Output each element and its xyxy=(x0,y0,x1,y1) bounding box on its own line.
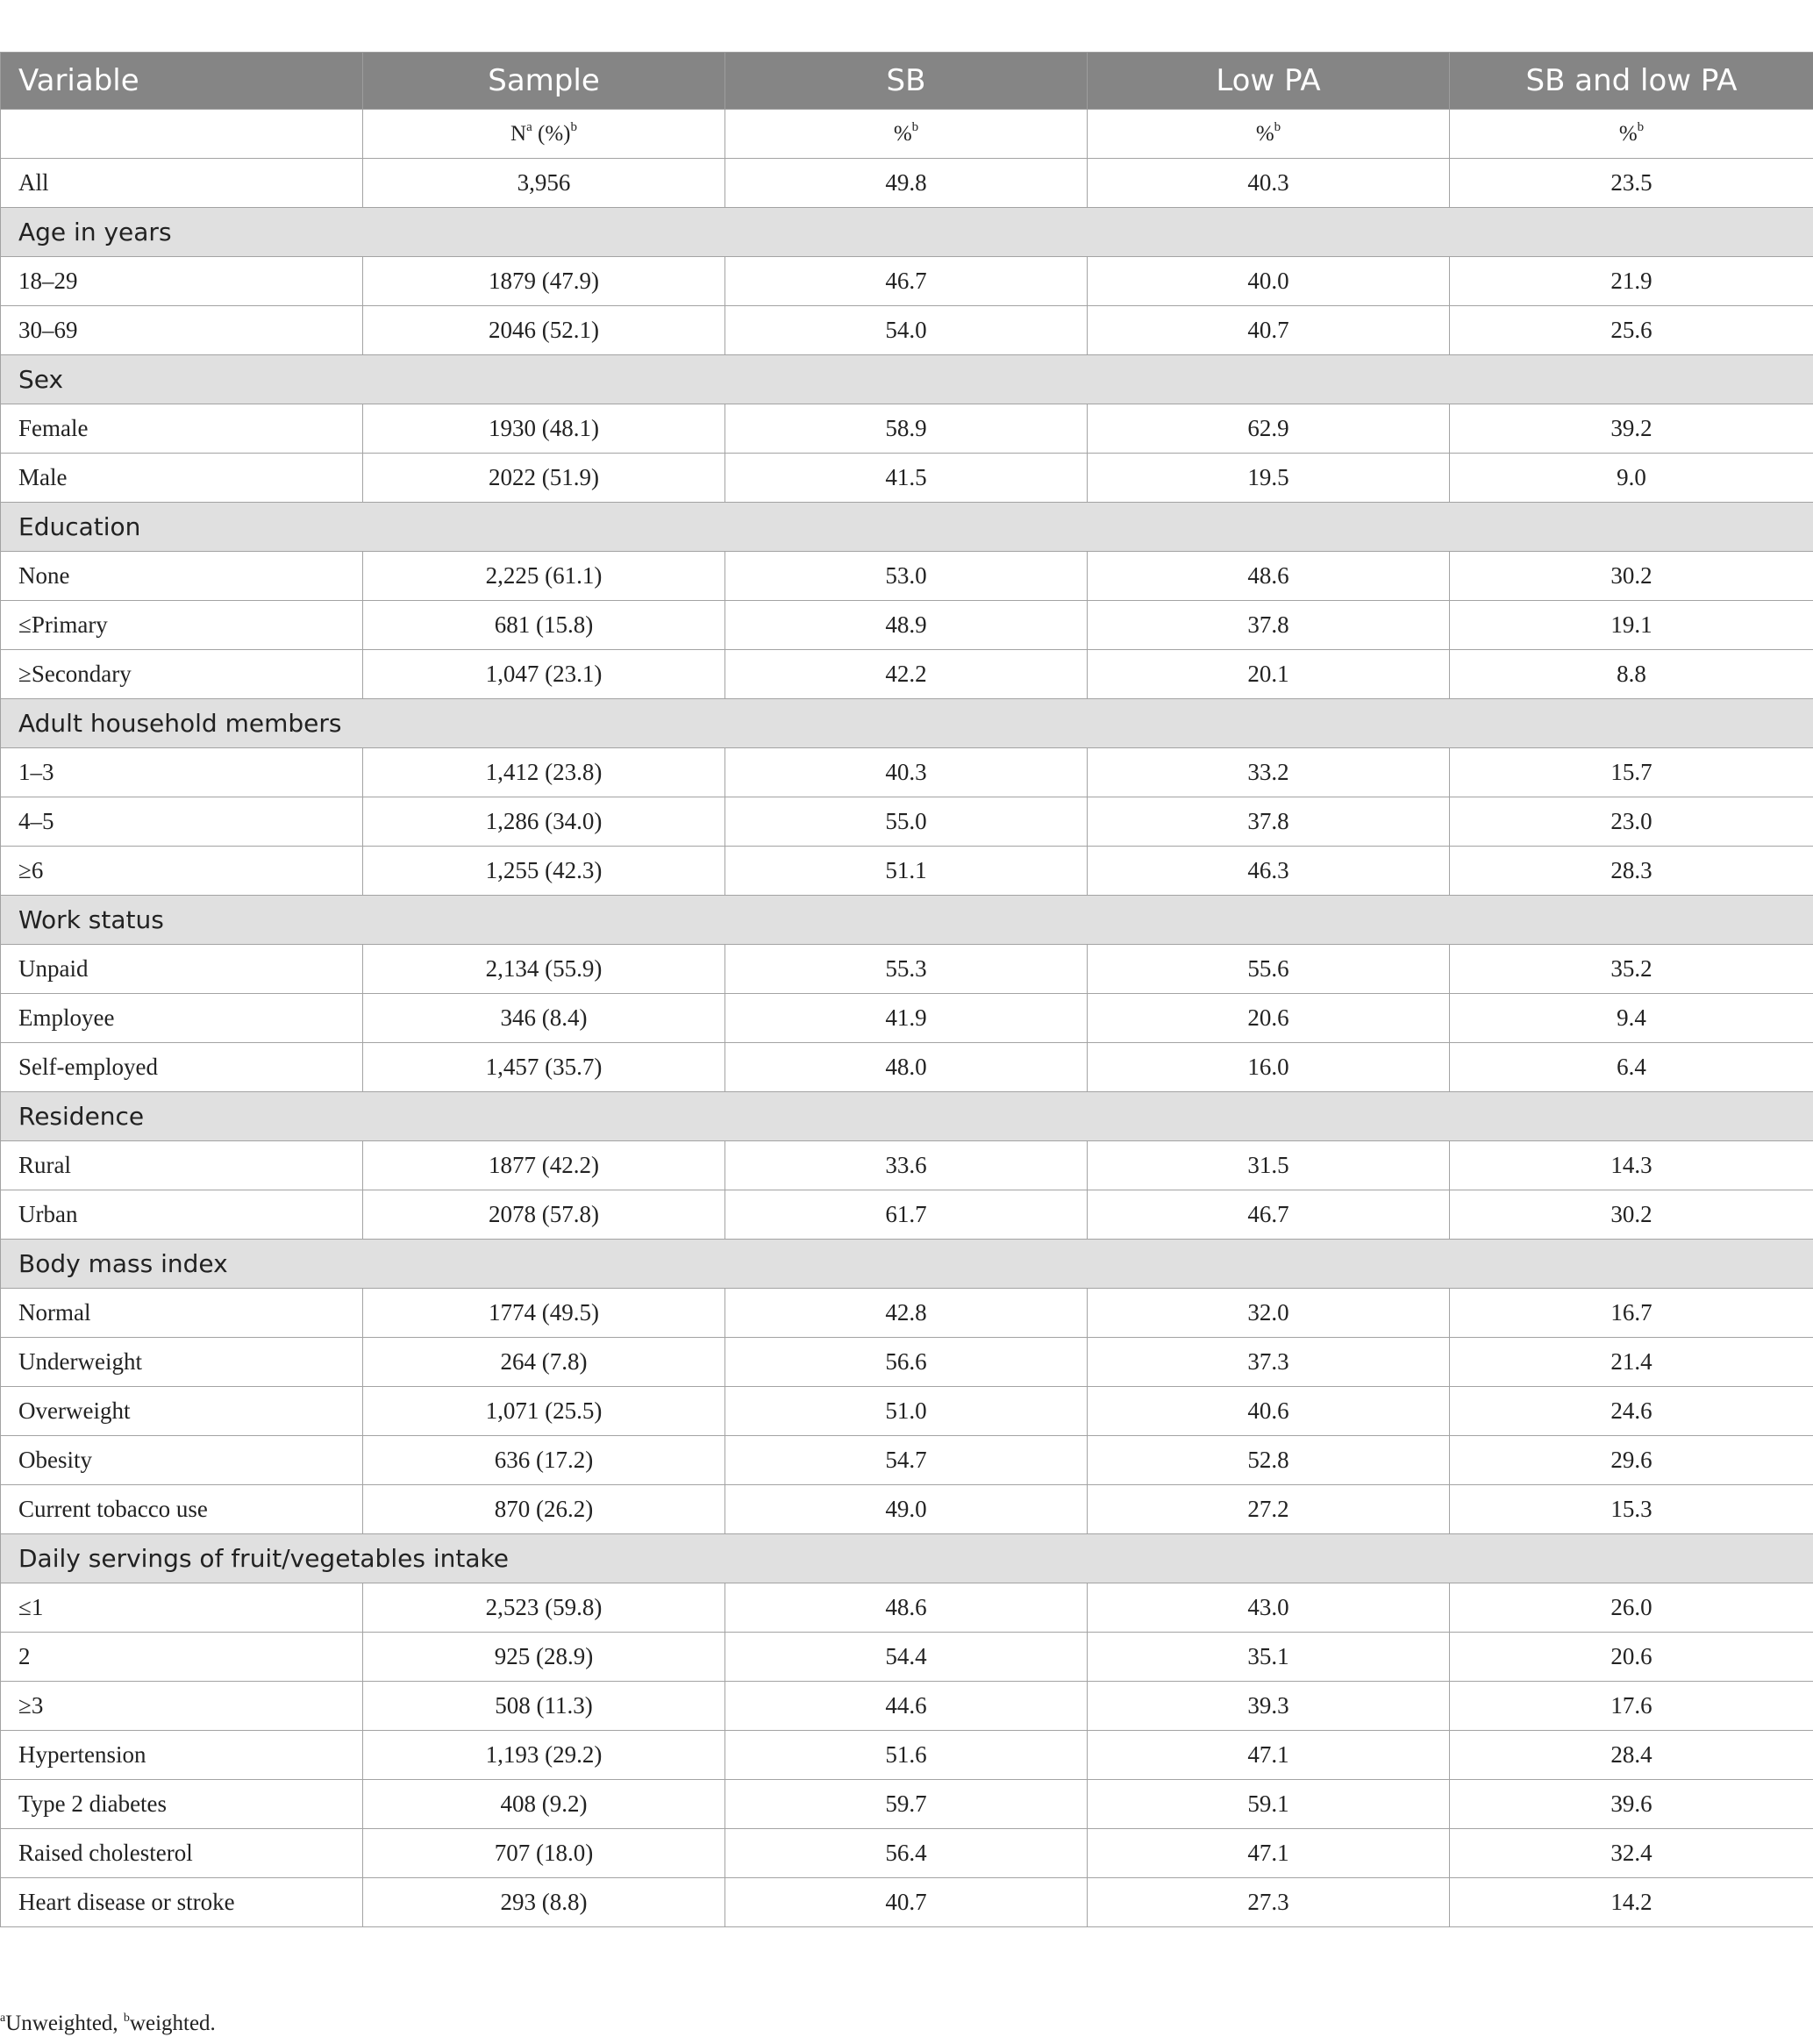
table-row xyxy=(1,945,1813,994)
row-label: ≤Primary xyxy=(1,601,363,650)
cell-low-pa: 31.5 xyxy=(1088,1141,1450,1190)
table-row xyxy=(1,1633,1813,1682)
cell-low-pa: 40.7 xyxy=(1088,306,1450,355)
header-sample: Sample xyxy=(363,53,725,110)
cell-sample: 1877 (42.2) xyxy=(363,1141,725,1190)
units-cell-low-pa: %$^b$ xyxy=(1088,110,1450,159)
cell-sb-and-low-pa: 14.2 xyxy=(1450,1878,1813,1927)
cell-low-pa: 37.8 xyxy=(1088,601,1450,650)
cell-low-pa: 33.2 xyxy=(1088,748,1450,797)
cell-sample: 2046 (52.1) xyxy=(363,306,725,355)
cell-sb: 48.0 xyxy=(725,1043,1088,1092)
row-label: Hypertension xyxy=(1,1731,363,1780)
table-row xyxy=(1,748,1813,797)
section-row xyxy=(1,355,1813,404)
header-row xyxy=(1,53,1813,110)
table-body xyxy=(1,110,1813,1927)
units-row xyxy=(1,110,1813,159)
cell-low-pa: 62.9 xyxy=(1088,404,1450,454)
table-row xyxy=(1,601,1813,650)
section-row xyxy=(1,208,1813,257)
cell-sb: 40.3 xyxy=(725,748,1088,797)
table-row xyxy=(1,306,1813,355)
section-row xyxy=(1,1092,1813,1141)
cell-sample: 1774 (49.5) xyxy=(363,1289,725,1338)
row-label: Obesity xyxy=(1,1436,363,1485)
row-label: ≤1 xyxy=(1,1583,363,1633)
cell-sb: 46.7 xyxy=(725,257,1088,306)
cell-sample: 1,255 (42.3) xyxy=(363,847,725,896)
cell-sb: 59.7 xyxy=(725,1780,1088,1829)
cell-sample: 1,047 (23.1) xyxy=(363,650,725,699)
row-label: 1–3 xyxy=(1,748,363,797)
table-row xyxy=(1,404,1813,454)
section-label: Education xyxy=(1,503,1813,552)
header-low-pa: Low PA xyxy=(1088,53,1450,110)
header-variable: Variable xyxy=(1,53,363,110)
footnote: $^a$Unweighted, $^b$weighted. xyxy=(0,2012,216,2035)
table-row xyxy=(1,552,1813,601)
cell-sb: 33.6 xyxy=(725,1141,1088,1190)
cell-low-pa: 32.0 xyxy=(1088,1289,1450,1338)
cell-sb-and-low-pa: 29.6 xyxy=(1450,1436,1813,1485)
section-row xyxy=(1,503,1813,552)
header-sb-and-low-pa: SB and low PA xyxy=(1450,53,1813,110)
cell-sample: 3,956 xyxy=(363,159,725,208)
cell-sb-and-low-pa: 30.2 xyxy=(1450,552,1813,601)
units-cell-sample: $N^a$ (%)$^b$ xyxy=(363,110,725,159)
section-label: Residence xyxy=(1,1092,1813,1141)
cell-sb: 53.0 xyxy=(725,552,1088,601)
table-row xyxy=(1,847,1813,896)
table-row xyxy=(1,1682,1813,1731)
cell-low-pa: 37.3 xyxy=(1088,1338,1450,1387)
row-label: ≥Secondary xyxy=(1,650,363,699)
cell-low-pa: 35.1 xyxy=(1088,1633,1450,1682)
units-cell-empty xyxy=(1,110,363,159)
cell-sample: 925 (28.9) xyxy=(363,1633,725,1682)
cell-sb: 56.4 xyxy=(725,1829,1088,1878)
cell-low-pa: 46.7 xyxy=(1088,1190,1450,1240)
cell-low-pa: 27.3 xyxy=(1088,1878,1450,1927)
row-label: None xyxy=(1,552,363,601)
table-header xyxy=(1,53,1813,110)
section-row xyxy=(1,699,1813,748)
row-label: Overweight xyxy=(1,1387,363,1436)
table-row xyxy=(1,1731,1813,1780)
cell-sample: 681 (15.8) xyxy=(363,601,725,650)
cell-sample: 1,457 (35.7) xyxy=(363,1043,725,1092)
table-row xyxy=(1,1583,1813,1633)
cell-sb-and-low-pa: 32.4 xyxy=(1450,1829,1813,1878)
section-label: Work status xyxy=(1,896,1813,945)
cell-sample: 870 (26.2) xyxy=(363,1485,725,1534)
cell-sample: 636 (17.2) xyxy=(363,1436,725,1485)
row-label: Raised cholesterol xyxy=(1,1829,363,1878)
cell-sb-and-low-pa: 39.6 xyxy=(1450,1780,1813,1829)
cell-sb-and-low-pa: 35.2 xyxy=(1450,945,1813,994)
table-row xyxy=(1,1436,1813,1485)
cell-low-pa: 39.3 xyxy=(1088,1682,1450,1731)
cell-sample: 1930 (48.1) xyxy=(363,404,725,454)
row-label: ≥3 xyxy=(1,1682,363,1731)
cell-low-pa: 47.1 xyxy=(1088,1731,1450,1780)
row-label: 2 xyxy=(1,1633,363,1682)
cell-sb-and-low-pa: 39.2 xyxy=(1450,404,1813,454)
row-label: Unpaid xyxy=(1,945,363,994)
row-label: Male xyxy=(1,454,363,503)
cell-sb-and-low-pa: 14.3 xyxy=(1450,1141,1813,1190)
table-row xyxy=(1,1387,1813,1436)
table-row xyxy=(1,650,1813,699)
cell-sb: 58.9 xyxy=(725,404,1088,454)
cell-sb-and-low-pa: 20.6 xyxy=(1450,1633,1813,1682)
cell-sample: 264 (7.8) xyxy=(363,1338,725,1387)
cell-sample: 2,523 (59.8) xyxy=(363,1583,725,1633)
table-row xyxy=(1,1878,1813,1927)
cell-low-pa: 16.0 xyxy=(1088,1043,1450,1092)
cell-sb: 61.7 xyxy=(725,1190,1088,1240)
section-label: Age in years xyxy=(1,208,1813,257)
row-label: Rural xyxy=(1,1141,363,1190)
cell-sample: 2022 (51.9) xyxy=(363,454,725,503)
table-row xyxy=(1,1190,1813,1240)
cell-sb-and-low-pa: 8.8 xyxy=(1450,650,1813,699)
cell-sb: 54.4 xyxy=(725,1633,1088,1682)
cell-sb: 42.2 xyxy=(725,650,1088,699)
units-cell-sb: %$^b$ xyxy=(725,110,1088,159)
cell-sb: 55.0 xyxy=(725,797,1088,847)
cell-low-pa: 37.8 xyxy=(1088,797,1450,847)
cell-sb: 40.7 xyxy=(725,1878,1088,1927)
table-row xyxy=(1,1780,1813,1829)
cell-low-pa: 20.1 xyxy=(1088,650,1450,699)
table-row xyxy=(1,1338,1813,1387)
table-row xyxy=(1,454,1813,503)
table-row xyxy=(1,1829,1813,1878)
table-row xyxy=(1,994,1813,1043)
cell-sb: 44.6 xyxy=(725,1682,1088,1731)
section-row xyxy=(1,1240,1813,1289)
row-label: Self-employed xyxy=(1,1043,363,1092)
cell-sb-and-low-pa: 15.3 xyxy=(1450,1485,1813,1534)
table-container xyxy=(0,52,1813,1927)
row-label: Female xyxy=(1,404,363,454)
cell-sb: 49.8 xyxy=(725,159,1088,208)
cell-sb-and-low-pa: 24.6 xyxy=(1450,1387,1813,1436)
cell-low-pa: 40.3 xyxy=(1088,159,1450,208)
cell-sb-and-low-pa: 9.4 xyxy=(1450,994,1813,1043)
section-row xyxy=(1,1534,1813,1583)
cell-sb-and-low-pa: 16.7 xyxy=(1450,1289,1813,1338)
row-label: Underweight xyxy=(1,1338,363,1387)
section-label: Body mass index xyxy=(1,1240,1813,1289)
cell-sb-and-low-pa: 23.5 xyxy=(1450,159,1813,208)
cell-sb: 42.8 xyxy=(725,1289,1088,1338)
cell-low-pa: 43.0 xyxy=(1088,1583,1450,1633)
cell-sb: 51.0 xyxy=(725,1387,1088,1436)
cell-low-pa: 48.6 xyxy=(1088,552,1450,601)
cell-sample: 2078 (57.8) xyxy=(363,1190,725,1240)
row-label: Urban xyxy=(1,1190,363,1240)
cell-sb-and-low-pa: 6.4 xyxy=(1450,1043,1813,1092)
section-row xyxy=(1,896,1813,945)
cell-sb: 51.1 xyxy=(725,847,1088,896)
cell-sb-and-low-pa: 21.9 xyxy=(1450,257,1813,306)
cell-sb: 55.3 xyxy=(725,945,1088,994)
cell-sample: 1879 (47.9) xyxy=(363,257,725,306)
cell-sample: 1,286 (34.0) xyxy=(363,797,725,847)
cell-low-pa: 19.5 xyxy=(1088,454,1450,503)
table-row xyxy=(1,159,1813,208)
cell-sb: 51.6 xyxy=(725,1731,1088,1780)
cell-sb-and-low-pa: 9.0 xyxy=(1450,454,1813,503)
cell-sb-and-low-pa: 25.6 xyxy=(1450,306,1813,355)
cell-sample: 1,071 (25.5) xyxy=(363,1387,725,1436)
cell-low-pa: 40.0 xyxy=(1088,257,1450,306)
cell-sb: 49.0 xyxy=(725,1485,1088,1534)
cell-sb: 41.9 xyxy=(725,994,1088,1043)
units-cell-sb-and-low-pa: %$^b$ xyxy=(1450,110,1813,159)
cell-sb-and-low-pa: 26.0 xyxy=(1450,1583,1813,1633)
cell-sample: 707 (18.0) xyxy=(363,1829,725,1878)
cell-low-pa: 52.8 xyxy=(1088,1436,1450,1485)
cell-low-pa: 55.6 xyxy=(1088,945,1450,994)
cell-sb-and-low-pa: 17.6 xyxy=(1450,1682,1813,1731)
cell-low-pa: 47.1 xyxy=(1088,1829,1450,1878)
cell-sb: 48.6 xyxy=(725,1583,1088,1633)
header-sb: SB xyxy=(725,53,1088,110)
table-row xyxy=(1,257,1813,306)
cell-sb-and-low-pa: 23.0 xyxy=(1450,797,1813,847)
cell-low-pa: 46.3 xyxy=(1088,847,1450,896)
row-label: ≥6 xyxy=(1,847,363,896)
row-label: 4–5 xyxy=(1,797,363,847)
data-table xyxy=(0,52,1813,1927)
cell-sample: 508 (11.3) xyxy=(363,1682,725,1731)
cell-sb: 54.7 xyxy=(725,1436,1088,1485)
cell-sb-and-low-pa: 28.4 xyxy=(1450,1731,1813,1780)
cell-sb: 48.9 xyxy=(725,601,1088,650)
cell-sb: 54.0 xyxy=(725,306,1088,355)
section-label: Sex xyxy=(1,355,1813,404)
cell-low-pa: 27.2 xyxy=(1088,1485,1450,1534)
section-label: Daily servings of fruit/vegetables intake xyxy=(1,1534,1813,1583)
row-label: All xyxy=(1,159,363,208)
cell-sample: 1,412 (23.8) xyxy=(363,748,725,797)
table-row xyxy=(1,1485,1813,1534)
row-label: Employee xyxy=(1,994,363,1043)
row-label: 18–29 xyxy=(1,257,363,306)
row-label: 30–69 xyxy=(1,306,363,355)
row-label: Type 2 diabetes xyxy=(1,1780,363,1829)
cell-sample: 293 (8.8) xyxy=(363,1878,725,1927)
cell-sb-and-low-pa: 30.2 xyxy=(1450,1190,1813,1240)
cell-sample: 2,225 (61.1) xyxy=(363,552,725,601)
table-row xyxy=(1,1141,1813,1190)
row-label: Normal xyxy=(1,1289,363,1338)
row-label: Current tobacco use xyxy=(1,1485,363,1534)
cell-sample: 1,193 (29.2) xyxy=(363,1731,725,1780)
cell-low-pa: 40.6 xyxy=(1088,1387,1450,1436)
cell-sample: 2,134 (55.9) xyxy=(363,945,725,994)
cell-sample: 408 (9.2) xyxy=(363,1780,725,1829)
cell-sample: 346 (8.4) xyxy=(363,994,725,1043)
table-row xyxy=(1,797,1813,847)
cell-sb: 56.6 xyxy=(725,1338,1088,1387)
cell-sb-and-low-pa: 19.1 xyxy=(1450,601,1813,650)
cell-sb-and-low-pa: 15.7 xyxy=(1450,748,1813,797)
cell-low-pa: 59.1 xyxy=(1088,1780,1450,1829)
section-label: Adult household members xyxy=(1,699,1813,748)
cell-sb-and-low-pa: 28.3 xyxy=(1450,847,1813,896)
cell-sb: 41.5 xyxy=(725,454,1088,503)
cell-sb-and-low-pa: 21.4 xyxy=(1450,1338,1813,1387)
cell-low-pa: 20.6 xyxy=(1088,994,1450,1043)
table-row xyxy=(1,1043,1813,1092)
row-label: Heart disease or stroke xyxy=(1,1878,363,1927)
table-row xyxy=(1,1289,1813,1338)
